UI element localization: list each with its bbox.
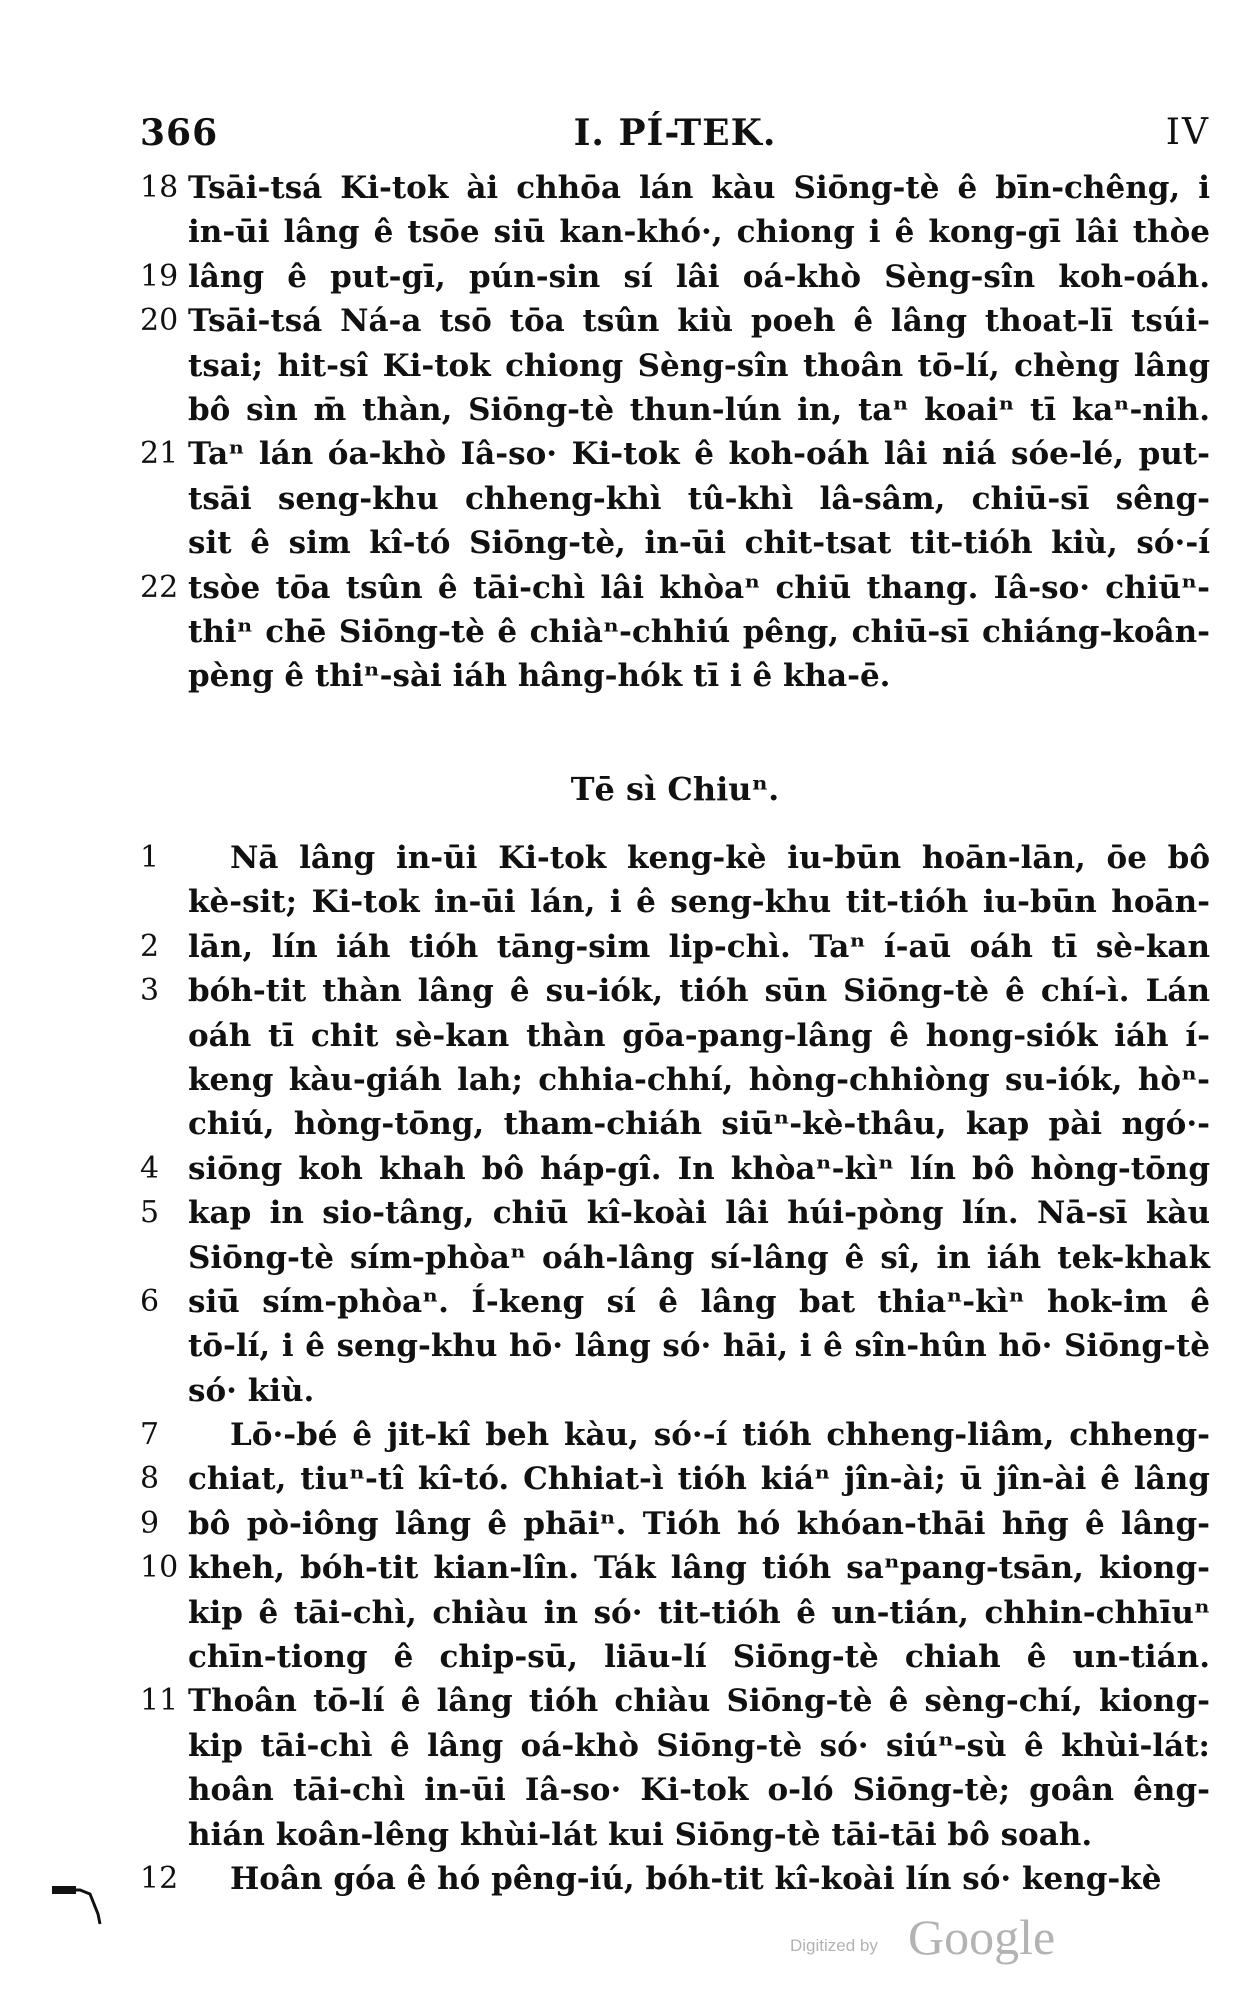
text-line xyxy=(140,1191,1210,1235)
line-text: kap in sio-tâng, chiū kî-koài lâi húi-pòng lín. Nā-sī kàu xyxy=(188,1195,1210,1232)
text-line xyxy=(140,255,1210,299)
chapter-marker: IV xyxy=(1165,112,1210,153)
verse-number: 4 xyxy=(140,1150,160,1186)
text-line xyxy=(140,1058,1210,1102)
line-text: bô pò-iông lâng ê phāiⁿ. Tióh hó khóan-thāi hn̄g ê lâng- xyxy=(188,1505,1210,1542)
text-line xyxy=(140,1147,1210,1191)
digitized-by-google-watermark xyxy=(790,1908,1056,1968)
line-text: siōng koh khah bô háp-gî. In khòaⁿ-kìⁿ lín bô hòng-tōng xyxy=(188,1150,1210,1187)
verse-number: 20 xyxy=(140,303,179,339)
line-text: Nā lâng in-ūi Ki-tok keng-kè iu-būn hoān-lān, ōe bô xyxy=(230,840,1210,876)
text-line xyxy=(140,521,1210,565)
text-line xyxy=(140,1014,1210,1058)
line-text: tsāi seng-khu chheng-khì tû-khì lâ-sâm, chiū-sī sêng- xyxy=(188,480,1210,517)
text-line xyxy=(140,210,1210,254)
text-line xyxy=(140,566,1210,610)
line-text: kheh, bóh-tit kian-lîn. Ták lâng tióh saⁿpang-tsān, kiong- xyxy=(188,1550,1210,1587)
text-line xyxy=(140,610,1210,654)
text-line xyxy=(140,925,1210,969)
text-line xyxy=(140,1324,1210,1368)
text-line xyxy=(140,1591,1210,1635)
text-line xyxy=(140,432,1210,476)
hand-pointer-mark xyxy=(50,1880,110,1930)
verse-number: 1 xyxy=(140,840,160,875)
verse-number: 2 xyxy=(140,928,160,964)
line-text: in-ūi lâng ê tsōe siū kan-khó·, chiong i ê kong-gī lâi thòe xyxy=(188,214,1210,251)
text-line xyxy=(140,1413,1210,1457)
line-text: Tsāi-tsá Ki-tok ài chhōa lán kàu Siōng-tè ê bīn-chêng, i xyxy=(188,170,1210,206)
text-line xyxy=(140,1280,1210,1324)
verse-number: 5 xyxy=(140,1195,160,1231)
line-text: kip tāi-chì ê lâng oá-khò Siōng-tè só· siúⁿ-sù ê khùi-lát: xyxy=(188,1727,1210,1764)
line-text: thiⁿ chē Siōng-tè ê chiàⁿ-chhiú pêng, chiū-sī chiáng-koân- xyxy=(188,613,1210,650)
text-line xyxy=(140,654,1210,698)
text-line xyxy=(140,969,1210,1013)
text-line xyxy=(140,1724,1210,1768)
line-text: hián koân-lêng khùi-lát kui Siōng-tè tāi-tāi bô soah. xyxy=(188,1816,1093,1853)
verse-number: 18 xyxy=(140,170,179,205)
line-text: oáh tī chit sè-kan thàn gōa-pang-lâng ê hong-siók iáh í- xyxy=(188,1017,1210,1054)
verse-number: 6 xyxy=(140,1283,160,1319)
line-text: siū sím-phòaⁿ. Í-keng sí ê lâng bat thiaⁿ-kìⁿ hok-im ê xyxy=(188,1283,1210,1320)
line-text: sit ê sim kî-tó Siōng-tè, in-ūi chit-tsat tit-tióh kiù, só·-í xyxy=(188,525,1210,562)
text-line xyxy=(140,1768,1210,1812)
line-text: bô sìn m̄ thàn, Siōng-tè thun-lún in, taⁿ koaiⁿ tī kaⁿ-nih. xyxy=(188,391,1210,428)
verse-number: 12 xyxy=(140,1860,179,1896)
text-line xyxy=(140,836,1210,880)
line-text: Tsāi-tsá Ná-a tsō tōa tsûn kiù poeh ê lâng thoat-lī tsúi- xyxy=(188,303,1210,340)
text-block-top xyxy=(140,166,1210,699)
line-text: chiat, tiuⁿ-tî kî-tó. Chhiat-ì tióh kiáⁿ jîn-ài; ū jîn-ài ê lâng xyxy=(188,1461,1210,1498)
line-text: Taⁿ lán óa-khò Iâ-so· Ki-tok ê koh-oáh lâi niá sóe-lé, put- xyxy=(188,436,1210,473)
line-text: só· kiù. xyxy=(188,1372,315,1409)
text-line xyxy=(140,388,1210,432)
text-line xyxy=(140,1102,1210,1146)
text-line xyxy=(140,1502,1210,1546)
text-line xyxy=(140,1236,1210,1280)
page-number: 366 xyxy=(140,112,219,154)
line-text: bóh-tit thàn lâng ê su-iók, tióh sūn Siōng-tè ê chí-ì. Lán xyxy=(188,973,1210,1010)
running-header xyxy=(140,112,1210,152)
running-title: I. PÍ-TEK. xyxy=(573,112,777,154)
text-line xyxy=(140,344,1210,388)
text-line xyxy=(140,166,1210,210)
text-line xyxy=(140,477,1210,521)
text-line xyxy=(140,1679,1210,1723)
text-line xyxy=(140,1457,1210,1501)
line-text: hoân tāi-chì in-ūi Iâ-so· Ki-tok o-ló Siōng-tè; goân êng- xyxy=(188,1772,1210,1809)
text-line xyxy=(140,1635,1210,1679)
verse-number: 11 xyxy=(140,1683,179,1719)
watermark-brand: Google xyxy=(908,1909,1056,1965)
text-line xyxy=(140,880,1210,924)
chapter-heading: Tē sì Chiuⁿ. xyxy=(570,770,780,808)
line-text: chīn-tiong ê chip-sū, liāu-lí Siōng-tè chiah ê un-tián. xyxy=(188,1639,1210,1676)
verse-number: 19 xyxy=(140,258,179,294)
line-text: Hoân góa ê hó pêng-iú, bóh-tit kî-koài lín só· keng-kè xyxy=(230,1860,1162,1897)
line-text: tsai; hit-sî Ki-tok chiong Sèng-sîn thoân tō-lí, chèng lâng xyxy=(188,347,1210,384)
verse-number: 8 xyxy=(140,1461,160,1497)
line-text: kip ê tāi-chì, chiàu in só· tit-tióh ê un-tián, chhin-chhīuⁿ xyxy=(188,1594,1210,1631)
verse-number: 9 xyxy=(140,1505,160,1541)
line-text: tsòe tōa tsûn ê tāi-chì lâi khòaⁿ chiū thang. Iâ-so· chiūⁿ- xyxy=(188,569,1210,606)
line-text: tō-lí, i ê seng-khu hō· lâng só· hāi, i ê sîn-hûn hō· Siōng-tè xyxy=(188,1328,1210,1365)
text-line xyxy=(140,1813,1210,1857)
watermark-prefix: Digitized by xyxy=(790,1936,878,1955)
verse-number: 3 xyxy=(140,973,160,1009)
line-text: keng kàu-giáh lah; chhia-chhí, hòng-chhiòng su-iók, hòⁿ- xyxy=(188,1061,1210,1098)
line-text: lâng ê put-gī, pún-sin sí lâi oá-khò Sèng-sîn koh-oáh. xyxy=(188,258,1210,295)
text-line xyxy=(140,1857,1210,1901)
text-line xyxy=(140,299,1210,343)
text-block-bottom xyxy=(140,836,1210,1901)
line-text: chiú, hòng-tōng, tham-chiáh siūⁿ-kè-thâu, kap pài ngó·- xyxy=(188,1106,1210,1143)
line-text: Lō·-bé ê jit-kî beh kàu, só·-í tióh chheng-liâm, chheng- xyxy=(230,1417,1210,1454)
text-line xyxy=(140,1369,1210,1413)
line-text: Siōng-tè sím-phòaⁿ oáh-lâng sí-lâng ê sî, in iáh tek-khak xyxy=(188,1239,1210,1276)
text-line xyxy=(140,1546,1210,1590)
line-text: Thoân tō-lí ê lâng tióh chiàu Siōng-tè ê sèng-chí, kiong- xyxy=(188,1683,1210,1720)
line-text: pèng ê thiⁿ-sài iáh hâng-hók tī i ê kha-ē. xyxy=(188,658,891,695)
verse-number: 22 xyxy=(140,569,179,605)
line-text: lān, lín iáh tióh tāng-sim lip-chì. Taⁿ í-aū oáh tī sè-kan xyxy=(188,928,1210,965)
verse-number: 21 xyxy=(140,436,179,472)
line-text: kè-sit; Ki-tok in-ūi lán, i ê seng-khu tit-tióh iu-būn hoān- xyxy=(188,884,1210,921)
verse-number: 10 xyxy=(140,1550,179,1586)
verse-number: 7 xyxy=(140,1417,160,1453)
